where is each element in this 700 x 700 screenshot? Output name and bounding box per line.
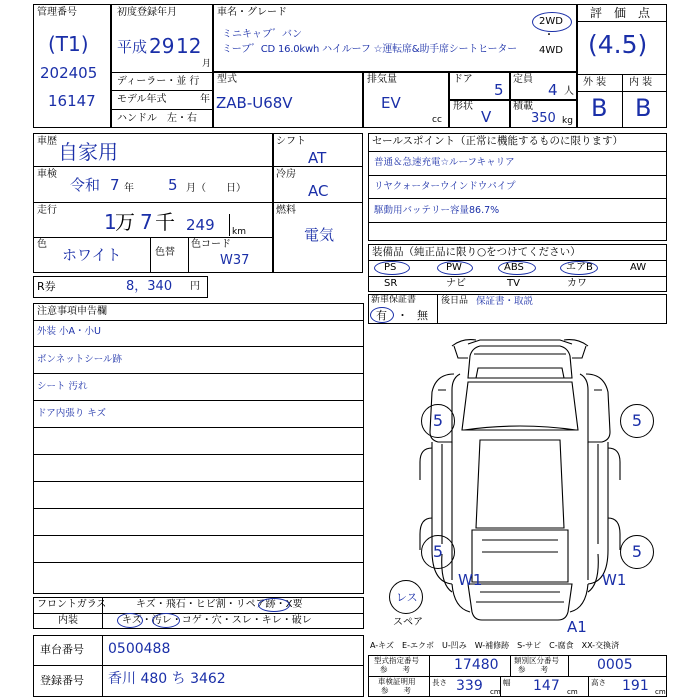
kanri-series: (T1)	[48, 32, 89, 56]
atohi-label: 後日品	[441, 296, 469, 306]
damage-mark-rear-left: 5	[421, 535, 455, 569]
soko-sen: 7	[140, 210, 153, 234]
katashiki-shitei-label: 型式指定番号	[374, 656, 419, 665]
soko-unit: km	[232, 227, 246, 237]
shodo-year: 29	[149, 34, 175, 58]
soko-man: 1	[104, 210, 117, 234]
shodo-month: 12	[176, 34, 202, 58]
drive-dot: ・	[544, 30, 554, 41]
naiso-label: 内 装	[629, 77, 653, 88]
warranty-yes: 有	[376, 309, 387, 322]
sales-item-1: 普通＆急速充電☆ルーフキャリア	[374, 157, 515, 168]
soko-label: 走行	[37, 205, 57, 216]
note-item-4: ドア内張り キズ	[37, 408, 107, 419]
sales-title: セールスポイント（正常に機能するものに限ります）	[372, 135, 624, 147]
width: 147	[533, 678, 560, 694]
plate: 香川 480 ち 3462	[108, 671, 226, 687]
notes-title: 注意事項申告欄	[37, 306, 107, 317]
width-unit: cm	[567, 688, 578, 696]
damage-mark-front-left: 5	[421, 404, 455, 438]
damage-mark-rear-a1: A1	[567, 618, 587, 636]
damage-mark-left-w1: W1	[458, 571, 483, 589]
haiki: EV	[381, 94, 401, 112]
shaken-month: 5	[168, 176, 178, 194]
hyoka-label: 評 価 点	[590, 6, 651, 20]
reibo-label: 冷房	[276, 169, 296, 180]
sales-item-2: リヤクォーターウインドウパイプ	[374, 181, 516, 192]
plate-label: 登録番号	[40, 674, 84, 687]
teiin-unit: 人	[564, 86, 574, 97]
warranty-sep: ・	[397, 309, 408, 322]
equip-aw: AW	[630, 262, 647, 273]
name-label: 車名・グレード	[217, 7, 287, 18]
color-code-label: 色コード	[191, 239, 231, 250]
dealer-label: ディーラー・並 行	[117, 76, 200, 87]
length-unit: cm	[490, 688, 501, 696]
warranty-label: 新車保証書	[371, 295, 417, 305]
irogae-label: 色替	[155, 247, 175, 258]
cert-label: 車検証明用	[378, 677, 416, 686]
katashiki-shitei: 17480	[454, 657, 499, 673]
note-item-2: ボンネットシール跡	[37, 354, 123, 365]
shaken-era: 令和	[70, 176, 101, 194]
front-glass-label: フロントガラス	[37, 599, 107, 610]
height-label: 高さ	[591, 678, 606, 687]
length-label: 長さ	[432, 678, 447, 687]
equip-navi: ナビ	[446, 278, 466, 289]
name-line-1: ミニキャブ゛バン	[222, 29, 302, 40]
atohi: 保証書・取説	[476, 296, 534, 307]
shodo-label: 初度登録年月	[117, 7, 177, 18]
kanri-number-1: 202405	[40, 64, 98, 82]
front-glass-repair-circle	[258, 598, 290, 612]
nenryo: 電気	[304, 226, 335, 244]
interior-kizu-circle	[117, 613, 143, 628]
interior-yogore-circle	[152, 613, 180, 628]
height-unit: cm	[655, 688, 666, 696]
equip-tv: TV	[507, 278, 520, 289]
katashiki-label: 型式	[217, 74, 237, 85]
rken-box	[33, 276, 208, 298]
ruibetsu: 0005	[597, 657, 633, 673]
chassis: 0500488	[108, 641, 171, 657]
height: 191	[622, 678, 649, 694]
name-line-2: ミーブ゛CD 16.0kwh ハイルーフ ☆運転席&助手席シートヒーター	[222, 44, 517, 55]
door: 5	[494, 81, 504, 99]
equip-pw: PW	[446, 262, 462, 273]
nenryo-label: 燃料	[276, 205, 296, 216]
sekisai-unit: kg	[562, 116, 573, 126]
shaken-label: 車検	[37, 169, 57, 180]
damage-mark-rear-right: 5	[620, 535, 654, 569]
iro: ホワイト	[62, 246, 122, 264]
model-year-label: モデル年式	[117, 94, 167, 105]
sekisai-label: 積載	[513, 101, 533, 112]
cert-sub: 参 考	[381, 686, 411, 695]
kanri-number-2: 16147	[48, 92, 96, 110]
rken-unit: 円	[190, 281, 200, 292]
door-label: ドア	[453, 74, 473, 85]
color-code: W37	[220, 253, 250, 268]
ruibetsu-label: 類別区分番号	[514, 656, 559, 665]
note-item-1: 外装 小A・小U	[37, 326, 101, 337]
length: 339	[456, 678, 483, 694]
equip-airbag: エアB	[566, 262, 593, 273]
shodo-month-unit: 月	[202, 59, 212, 69]
soko-man-unit: 万	[115, 210, 135, 234]
shareki-label: 車歴	[37, 136, 57, 147]
warranty-no: 無	[417, 309, 428, 322]
equip-ps: PS	[384, 262, 397, 273]
katashiki-shitei-sub: 参 考	[380, 665, 410, 674]
hyoka: (4.5)	[588, 30, 648, 59]
rken-label: R券	[37, 280, 56, 293]
naiso: B	[635, 94, 652, 122]
shaken-month-unit: 月（ 日）	[186, 183, 246, 194]
model-year-unit: 年	[200, 94, 210, 105]
drive-4wd: 4WD	[539, 45, 563, 56]
equipment-title: 装備品（純正品に限り○をつけてください）	[372, 246, 581, 258]
shift-label: シフト	[276, 136, 306, 147]
damage-legend: A-キズ E-エクボ U-凹み W-補修跡 S-サビ C-腐食 XX-交換済	[370, 641, 620, 650]
front-glass-items: キズ・飛石・ヒビ割・リペア跡・X要	[136, 599, 303, 610]
width-label: 幅	[503, 678, 511, 687]
equip-abs: ABS	[504, 262, 524, 273]
shodo-era: 平成	[117, 38, 148, 56]
shift: AT	[308, 149, 327, 167]
gaiso: B	[591, 94, 608, 122]
keijo-label: 形状	[453, 101, 473, 112]
sales-item-3: 駆動用バッテリー容量86.7%	[374, 205, 500, 216]
shareki: 自家用	[58, 140, 118, 164]
haiki-label: 排気量	[367, 74, 397, 85]
teiin: 4	[548, 81, 558, 99]
damage-mark-right-w1: W1	[602, 571, 627, 589]
damage-mark-front-right: 5	[620, 404, 654, 438]
equip-leather: カワ	[567, 278, 587, 289]
spare-circle-text: レス	[396, 591, 418, 604]
spare-label: スペア	[393, 617, 423, 628]
handle-label: ハンドル 左・右	[117, 113, 197, 124]
ruibetsu-sub: 参 考	[518, 665, 548, 674]
kanri-label: 管理番号	[37, 7, 77, 18]
interior-label: 内装	[58, 615, 78, 626]
chassis-label: 車台番号	[40, 643, 84, 656]
interior-items: キズ・汚レ・コゲ・穴・スレ・キレ・破レ	[122, 615, 312, 626]
drive-2wd: 2WD	[539, 16, 563, 27]
shaken-year-unit: 年	[124, 183, 134, 194]
soko-sen-unit: 千	[155, 210, 175, 234]
rken: 8，340	[126, 279, 173, 294]
sekisai: 350	[531, 111, 556, 126]
note-item-3: シート 汚れ	[37, 381, 88, 392]
shaken-year: 7	[110, 176, 120, 194]
teiin-label: 定員	[513, 74, 533, 85]
keijo: V	[481, 108, 492, 126]
equip-sr: SR	[384, 278, 398, 289]
haiki-unit: cc	[432, 115, 442, 125]
iro-label: 色	[37, 239, 47, 250]
soko-rest: 249	[186, 216, 215, 234]
gaiso-label: 外 装	[583, 77, 607, 88]
katashiki: ZAB-U68V	[216, 94, 293, 112]
reibo: AC	[308, 182, 329, 200]
